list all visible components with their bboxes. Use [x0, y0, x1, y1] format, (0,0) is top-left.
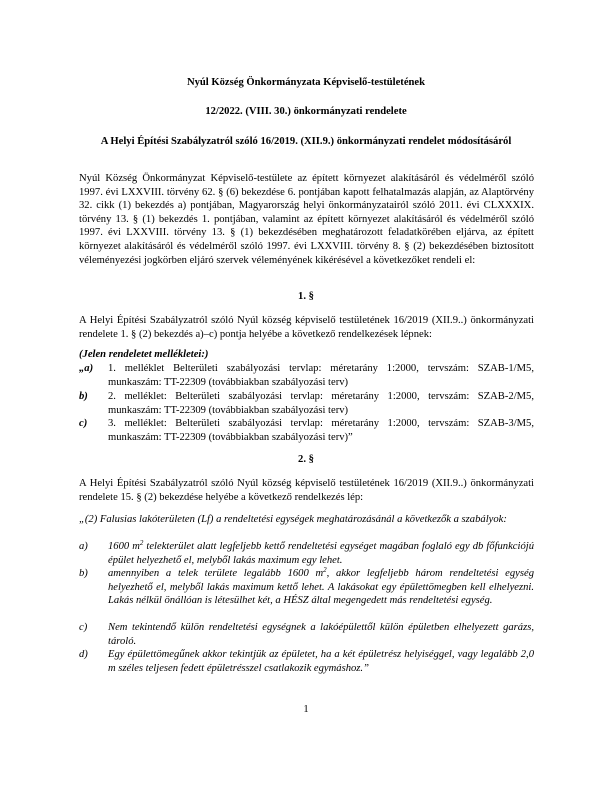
issuer-title: Nyúl Község Önkormányzata Képviselő-testületének — [186, 77, 426, 88]
list-item — [79, 362, 534, 389]
section-2-heading: 2. § — [298, 454, 314, 465]
superscript: 2 — [139, 539, 144, 547]
text-part: 1600 m — [108, 541, 140, 552]
section-2-quote-lead: „(2) Falusias lakóterületen (Lf) a rendeltetési egységek meghatározásánál a következők a szabályok: — [79, 514, 507, 525]
list-marker: c) — [79, 418, 88, 429]
list-marker: c) — [79, 622, 88, 633]
list-item — [79, 567, 534, 608]
text-part: , akkor legfeljebb három rendeltetési egység helyezhető el, melyből lakás maximum kettő lehet. A lakásokat egy épülettömegben kell elhelyezni. Lakás nélkül önállóan is létesülhet két, a HÉSZ által megengedett más rendeltetési egység. — [108, 568, 534, 607]
text-part: amennyiben a telek területe legalább 1600 m — [108, 568, 324, 579]
list-item-text: 3. melléklet: Belterületi szabályozási tervlap: méretarány 1:2000, tervszám: SZAB-3/M5, munkaszám: TT-22309 (továbbiakban szabályozási terv)” — [108, 418, 534, 443]
list-item-text: Egy épülettömegűnek akkor tekintjük az épületet, ha a két épületrész helyiséggel, vagy legalább 2,0 m széles teljesen fedett épületrésszel csatlakozik egymáshoz.” — [108, 649, 534, 674]
list-item-text: 2. melléklet: Belterületi szabályozási tervlap: méretarány 1:2000, tervszám: SZAB-2/M5, munkaszám: TT-22309 (továbbiakban szabályozási terv) — [108, 391, 534, 416]
list-item — [79, 540, 534, 567]
list-marker: b) — [79, 568, 88, 579]
list-item — [79, 417, 534, 444]
decree-number: 12/2022. (VIII. 30.) önkormányzati rendelete — [205, 106, 407, 117]
list-marker: a) — [79, 541, 88, 552]
list-item — [79, 621, 534, 648]
superscript: 2 — [323, 566, 327, 574]
section-1-heading: 1. § — [298, 291, 314, 302]
section-1-intro: A Helyi Építési Szabályzatról szóló Nyúl község képviselő testületének 16/2019 (XII.9..) önkormányzati rendelete 1. § (2) bekezdés a)–c) pontja helyébe a következő rendelkezések lépnek: — [79, 315, 534, 340]
list-item — [79, 390, 534, 417]
decree-title: A Helyi Építési Szabályzatról szóló 16/2019. (XII.9.) önkormányzati rendelet módosításáról — [100, 136, 512, 147]
list-item-text — [108, 567, 534, 608]
section-1-subheading: (Jelen rendeletet mellékletei:) — [79, 349, 209, 360]
list-item-text: Nem tekintendő külön rendeltetési egységnek a lakóépülettől külön épületben elhelyezett garázs, tároló. — [108, 622, 534, 647]
list-item-text: 1. melléklet Belterületi szabályozási tervlap: méretarány 1:2000, tervszám: SZAB-1/M5, munkaszám: TT-22309 (továbbiakban szabályozási terv) — [108, 363, 534, 388]
list-marker: „a) — [79, 363, 94, 374]
section-2-intro: A Helyi Építési Szabályzatról szóló Nyúl község képviselő testületének 16/2019 (XII.9..) önkormányzati rendelete 15. § (2) bekezdése helyébe a következő rendelkezés lép: — [79, 478, 534, 503]
text-part: telekterület alatt legfeljebb kettő rendeltetési egységet magában foglaló egy db főfunkciójú épület helyezhető el, melyből lakás maximum egy lehet. — [108, 541, 534, 566]
page-number: 1 — [303, 704, 309, 715]
list-marker: b) — [79, 391, 88, 402]
preamble: Nyúl Község Önkormányzat Képviselő-testülete az épített környezet alakításáról és védelméről szóló 1997. évi LXXVIII. törvény 62. § (6) bekezdése 6. pontjában kapott felhatalmazás alapján, az Alaptörvény 32. cikk (1) bekezdés a) pontjában, Magyarország helyi önkormányzatairól szóló 2011. évi CLXXXIX. törvény 13. § (1) bekezdés 1. pontjában, valamint az épített környezet alakításáról és védelméről szóló 1997. évi LXXVIII. törvény 13. § (1) bekezdésében meghatározott feladatkörében eljárva, az épített környezet alakításáról és védelméről szóló 1997. évi LXXVIII. törvény 8. § (2) bekezdésében biztosított véleményezési jogkörben eljáró szervek véleményének kikérésével a következőket rendeli el: — [79, 173, 534, 266]
list-item-text — [108, 540, 534, 567]
list-marker: d) — [79, 649, 88, 660]
list-item — [79, 648, 534, 675]
